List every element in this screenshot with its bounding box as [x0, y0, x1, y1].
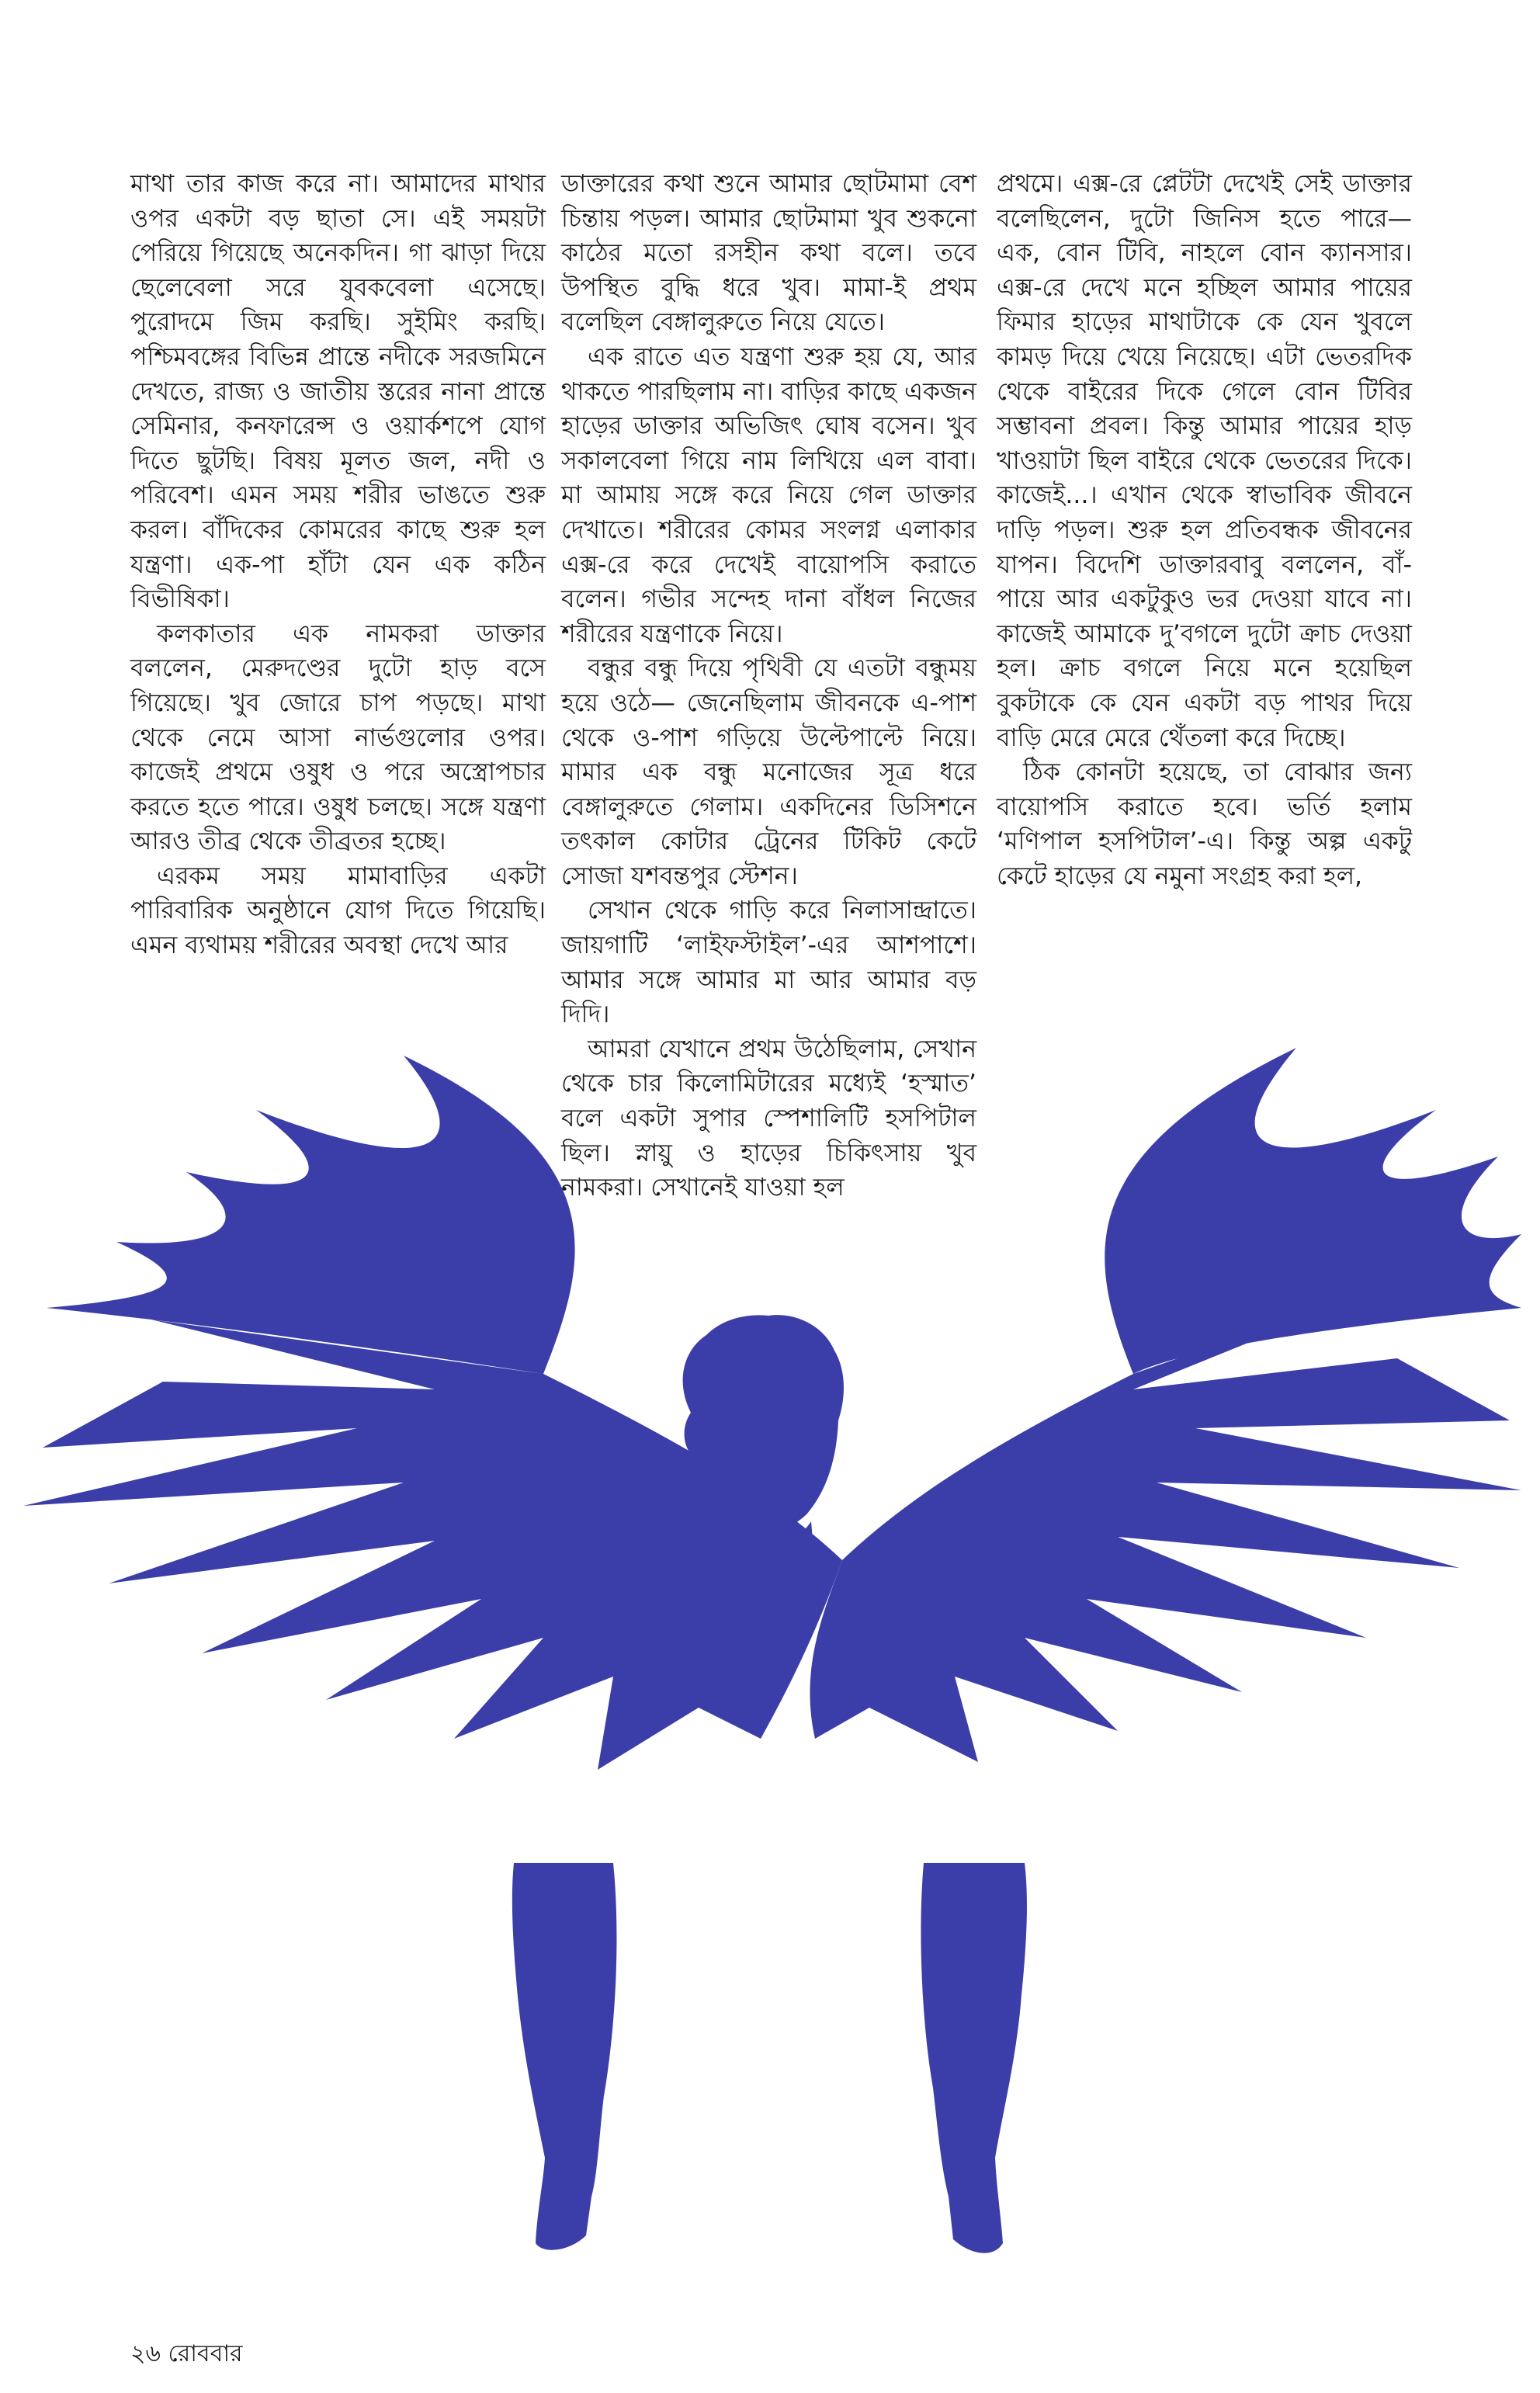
paragraph: আমরা যেখানে প্রথম উঠেছিলাম, সেখান থেকে চার কিলোমিটারের মধ্যেই ‘হস্মাত’ বলে একটা সুপার স্পেশালিটি হসপিটাল ছিল। স্নায়ু ও হাড়ের চিকিৎসায় খুব নামকরা। সেখানেই যাওয়া হল	[561, 1035, 976, 1202]
paragraph: মাথা তার কাজ করে না। আমাদের মাথার ওপর একটা বড় ছাতা সে। এই সময়টা পেরিয়ে গিয়েছে অনেকদিন। গা ঝাড়া দিয়ে ছেলেবেলা সরে যুবকবেলা এসেছে। পুরোদমে জিম করছি। সুইমিং করছি। পশ্চিমবঙ্গের বিভিন্ন প্রান্তে নদীকে সরজমিনে দেখতে, রাজ্য ও জাতীয় স্তরের নানা প্রান্তে সেমিনার, কনফারেন্স ও ওয়ার্কশপে যোগ দিতে ছুটছি। বিষয় মূলত জল, নদী ও পরিবেশ। এমন সময় শরীর ভাঙতে শুরু করল। বাঁদিকের কোমরের কাছে শুরু হল যন্ত্রণা। এক-পা হাঁটা যেন এক কঠিন বিভীষিকা।	[130, 170, 546, 614]
paragraph: ঠিক কোনটা হয়েছে, তা বোঝার জন্য বায়োপসি করাতে হবে। ভর্তি হলাম ‘মণিপাল হসপিটাল’-এ। কিন্তু অল্প একটু কেটে হাড়ের যে নমুনা সংগ্রহ করা হল,	[997, 758, 1412, 890]
paragraph: প্রথমে। এক্স-রে প্লেটটা দেখেই সেই ডাক্তার বলেছিলেন, দুটো জিনিস হতে পারে— এক, বোন টিবি, নাহলে বোন ক্যানসার। এক্স-রে দেখে মনে হচ্ছিল আমার পায়ের ফিমার হাড়ের মাথাটাকে কে যেন খুবলে কামড় দিয়ে খেয়ে নিয়েছে। এটা ভেতরদিক থেকে বাইরের দিকে গেলে বোন টিবির সম্ভাবনা প্রবল। কিন্তু আমার পায়ের হাড় খাওয়াটা ছিল বাইরে থেকে ভেতরের দিকে। কাজেই...। এখান থেকে স্বাভাবিক জীবনে দাড়ি পড়ল। শুরু হল প্রতিবন্ধক জীবনের যাপন। বিদেশি ডাক্তারবাবু বললেন, বাঁ-পায়ে আর একটুকুও ভর দেওয়া যাবে না। কাজেই আমাকে দু’বগলে দুটো ক্রাচ দেওয়া হল। ক্রাচ বগলে নিয়ে মনে হয়েছিল বুকটাকে কে যেন একটা বড় পাথর দিয়ে বাড়ি মেরে মেরে থেঁতলা করে দিচ্ছে।	[997, 170, 1412, 752]
paragraph: কলকাতার এক নামকরা ডাক্তার বললেন, মেরুদণ্ডের দুটো হাড় বসে গিয়েছে। খুব জোরে চাপ পড়ছে। মাথা থেকে নেমে আসা নার্ভগুলোর ওপর। কাজেই প্রথমে ওষুধ ও পরে অস্ত্রোপচার করতে হতে পারে। ওষুধ চলছে। সঙ্গে যন্ত্রণা আরও তীব্র থেকে তীব্রতর হচ্ছে।	[130, 619, 546, 856]
page-footer-label: ২৬ রোববার	[130, 2340, 243, 2367]
winged-man-illustration	[0, 1025, 1540, 2294]
paragraph: এক রাতে এত যন্ত্রণা শুরু হয় যে, আর থাকতে পারছিলাম না। বাড়ির কাছে একজন হাড়ের ডাক্তার অভিজিৎ ঘোষ বসেন। খুব সকালবেলা গিয়ে নাম লিখিয়ে এল বাবা। মা আমায় সঙ্গে করে নিয়ে গেল ডাক্তার দেখাতে। শরীরের কোমর সংলগ্ন এলাকার এক্স-রে করে দেখেই বায়োপসি করাতে বলেন। গভীর সন্দেহ দানা বাঁধল নিজের শরীরের যন্ত্রণাকে নিয়ে।	[561, 342, 976, 648]
right-leg	[921, 1863, 1027, 2253]
paragraph: সেখান থেকে গাড়ি করে নিলাসান্দ্রাতে। জায়গাটি ‘লাইফস্টাইল’-এর আশপাশে। আমার সঙ্গে আমার মা আর আমার বড় দিদি।	[561, 897, 976, 1029]
paragraph: এরকম সময় মামাবাড়ির একটা পারিবারিক অনুষ্ঠানে যোগ দিতে গিয়েছি। এমন ব্যথাময় শরীরের অবস্থা দেখে আর	[130, 862, 546, 960]
paragraph: ডাক্তারের কথা শুনে আমার ছোটমামা বেশ চিন্তায় পড়ল। আমার ছোটমামা খুব শুকনো কাঠের মতো রসহীন কথা বলে। তবে উপস্থিত বুদ্ধি ধরে খুব। মামা-ই প্রথম বলেছিল বেঙ্গালুরুতে নিয়ে যেতে।	[561, 170, 976, 337]
text-column-1	[130, 167, 546, 963]
paragraph: বন্ধুর বন্ধু দিয়ে পৃথিবী যে এতটা বন্ধুময় হয়ে ওঠে— জেনেছিলাম জীবনকে এ-পাশ থেকে ও-পাশ গড়িয়ে উল্টেপাল্টে নিয়ে। মামার এক বন্ধু মনোজের সূত্র ধরে বেঙ্গালুরুতে গেলাম। একদিনের ডিসিশনে তৎকাল কোটার ট্রেনের টিকিট কেটে সোজা যশবন্তপুর স্টেশন।	[561, 654, 976, 890]
left-leg	[512, 1863, 617, 2250]
right-wing	[810, 1048, 1521, 1762]
text-column-3	[997, 167, 1412, 893]
